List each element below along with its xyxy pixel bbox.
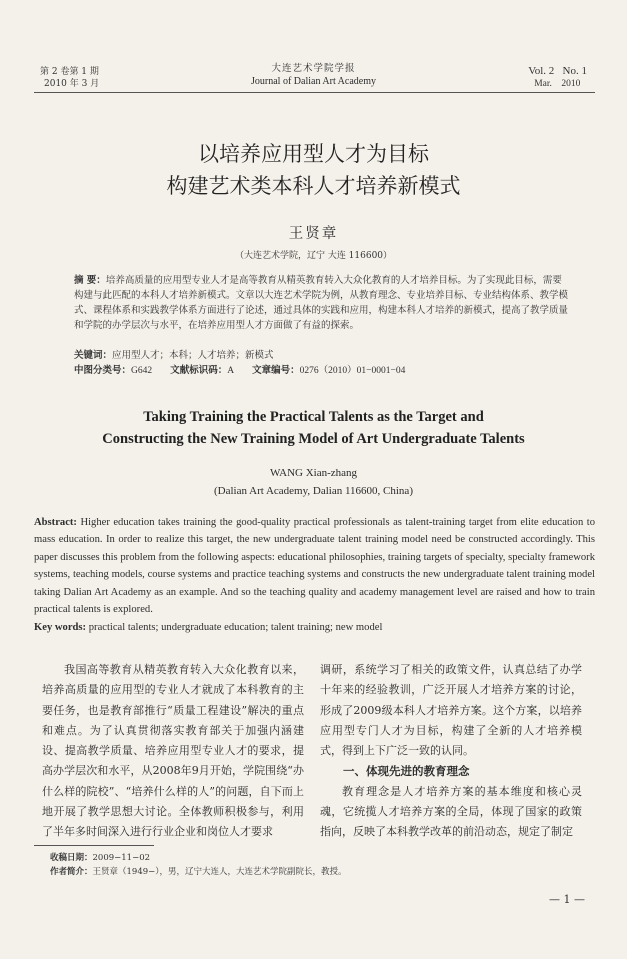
abstract-en	[34, 514, 595, 618]
title-cn-line2: 构建艺术类本科人才培养新模式	[166, 174, 461, 198]
author-bio-value: 王贤章（1949−），男，辽宁大连人，大连艺术学院副院长，教授。	[92, 867, 347, 877]
received-label: 收稿日期：	[50, 853, 93, 863]
article-no-label: 文章编号：	[252, 365, 300, 376]
article-no-value: 0276（2010）01−0001−04	[299, 366, 406, 376]
abstract-en-text: Higher education takes training the good-quality practical professionals as talent-training target from elite education to mass education. In order to realize this target, the new undergraduate talent training model need be constructed accordingly. This paper discusses this problem from the following aspects: educational philosophies, training targets of specialty, specialty framework systems, teaching models, course systems and practice teaching systems and constructs the new undergraduate talent training model taking Dalian Art Academy as an example. And so the teaching quality and academy management level are raised and how to train practical talents is explored.	[34, 517, 595, 616]
title-cn-line1: 以培养应用型人才为目标	[198, 142, 429, 166]
header-journal-cn: 大连艺术学院学报	[271, 63, 356, 74]
abstract-cn-text: 培养高质量的应用型专业人才是高等教育从精英教育转入大众化教育的人才培养目标。为了实现此目标，需要构建与此匹配的本科人才培养新模式。文章以大连艺术学院为例，从教育理念、专业培养目标、专业结构体系、教学模式、课程体系和实践教学体系方面进行了论述，通过具体的实践和应用，构建本科人才培养的新模式，提高了教学质量和学院的办学层次与水平，在培养应用型人才方面做了有益的探索。	[74, 275, 569, 331]
doc-code-label: 文献标识码：	[170, 365, 228, 376]
author-bio-label: 作者简介：	[50, 867, 93, 877]
footnote-author	[50, 866, 347, 879]
doc-code-value: A	[227, 366, 235, 376]
abstract-en-label: Abstract:	[34, 517, 77, 528]
body-paragraph: 我国高等教育从精英教育转入大众化教育以来，培养高质量的应用型的专业人才就成了本科教育的主要任务，也是教育部推行“质量工程建设”解决的重点和难点。为了认真贯彻落实教育部关于加强内涵建设、提高教学质量、培养应用型专业人才的要求，提高办学层次和水平，从2008年9月开始，学院围绕“办什么样的院校”、“培养什么样的人”的问题，自下而上地开展了教学思想大讨论。全体教师积极参与，利用了半年多时间深入进行行业企业和岗位人才要求	[42, 663, 304, 839]
affiliation-cn: （大连艺术学院，辽宁 大连 116600）	[234, 251, 393, 261]
section-heading: 一、体现先进的教育理念	[343, 764, 470, 779]
abstract-cn	[74, 273, 570, 333]
page-number: — 1 —	[549, 893, 585, 906]
header-journal-en: Journal of Dalian Art Academy	[251, 76, 376, 87]
received-value: 2009−11−02	[92, 853, 151, 863]
header-volume-cn: 第 2 卷第 1 期	[40, 67, 99, 77]
header-month-year: Mar. 2010	[534, 79, 581, 89]
clc-value: G642	[131, 366, 153, 376]
body-column-right	[320, 660, 582, 843]
keywords-cn-label: 关键词：	[74, 350, 113, 361]
keywords-cn-text: 应用型人才；本科；人才培养；新模式	[112, 350, 274, 361]
author-cn: 王贤章	[288, 226, 339, 242]
body-paragraph: 调研，系统学习了相关的政策文件，认真总结了办学十年来的经验教训，广泛开展人才培养方案的讨论，形成了2009级本科人才培养方案。这个方案，以培养应用型专门人才为目标，构建了全新的人才培养模式，得到上下广泛一致的认同。	[320, 663, 582, 758]
keywords-en-label: Key words:	[34, 622, 87, 633]
title-en-line2: Constructing the New Training Model of Art Undergraduate Talents	[102, 431, 525, 447]
header-vol-no: Vol. 2 No. 1	[528, 65, 587, 77]
keywords-en	[34, 619, 595, 636]
body-column-left	[42, 660, 304, 843]
author-en: WANG Xian-zhang	[269, 467, 358, 479]
title-en-line1: Taking Training the Practical Talents as the Target and	[143, 409, 484, 425]
footnote-rule	[34, 845, 154, 846]
affiliation-en: (Dalian Art Academy, Dalian 116600, China)	[214, 485, 413, 497]
abstract-cn-label: 摘 要：	[74, 275, 106, 286]
clc-label: 中图分类号：	[74, 365, 132, 376]
classification-line	[74, 363, 570, 379]
body-paragraph: 教育理念是人才培养方案的基本维度和核心灵魂，它统揽人才培养方案的全局，体现了国家的政策指向，反映了本科教学改革的前沿动态，规定了制定	[320, 784, 582, 839]
footnote-received	[50, 852, 150, 865]
keywords-cn	[74, 348, 570, 363]
keywords-en-text: practical talents; undergraduate education; talent training; new model	[86, 622, 383, 633]
header-volume-en	[528, 64, 587, 91]
header-rule	[34, 92, 595, 93]
header-date-cn: 2010 年 3 月	[44, 79, 100, 89]
